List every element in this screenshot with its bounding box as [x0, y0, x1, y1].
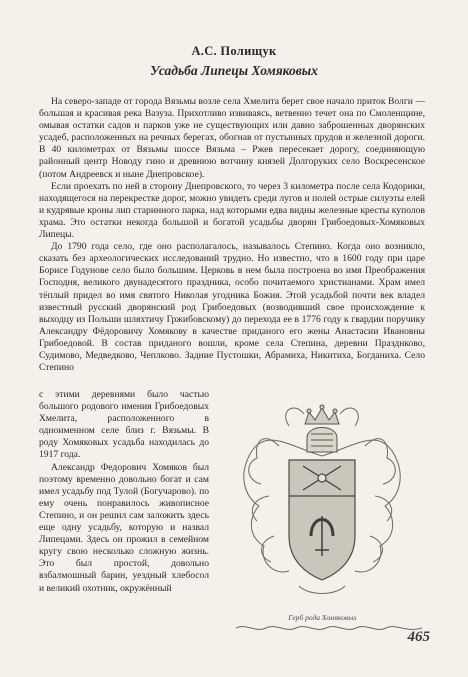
article-body [39, 96, 425, 374]
article-title: Усадьба Липецы Хомяковых [150, 63, 318, 78]
paragraph: Если проехать по ней в сторону Днепровского, то через 3 километра после села Кодорики, находящегося на перекрестке дорог, можно увидеть среди лугов и полей острые силуэты елей и кудрявые кроны лип старинного парка, над которыми едва видны железные кресты куполов храма. Это остатки некогда большой и богатой усадьбы дворян Грибоедовых-Хомяковых Липецы. [39, 180, 425, 241]
figure-caption: Герб рода Хомяковых [288, 613, 357, 622]
paragraph: с этими деревнями было частью большого родового имения Грибоедовых Хмелита, расположенного в одноименном селе близ г. Вязьмы. В роду Хомяковых усадьба находилась до 1917 года. [39, 389, 209, 461]
footer-ornament [236, 623, 422, 633]
article-author: А.С. Полищук [191, 44, 277, 58]
coat-of-arms-image [219, 386, 426, 614]
paragraph: До 1790 года село, где оно располагалось, называлось Степино. Когда оно возникло, сказать без археологических исследований трудно. Но известно, что в 1600 году при царе Борисе Годунове село было большим. Церковь в нем была построена во имя Преображения Господня, великого двунадесятого праздника, особо почитаемого христианами. Храм имел тёплый придел во имя святого Николая угодника Божия. Этой усадьбой почти век владел известный русский дворянский род Грибоедовых (возводивший свое происхождение к выходцу из Польши шляхтичу Гржибовскому) до перехода ее в 1776 году к гвардии поручику Александру Фёдоровичу Хомякову в качестве приданого его жены Анастасии Ивановны Грибоедовой. В состав приданого вошли, кроме села Степина, деревни Празднково, Судимово, Медведково, Чеплково. Задние Пустошки, Абрамиха, Никитиха, Богданиха. Село Степино [39, 241, 425, 374]
paragraph: На северо-западе от города Вязьмы возле села Хмелита берет свое начало приток Волги — большая и красивая река Вазуза. Прихотливо извиваясь, ветвенно течет она по Смоленщине, омывая остатки садов и парков уже не существующих или давно заброшенных дворянских усадеб, расположенных на речных берегах, обогнав от пустынных прудов и железной дороги. В 40 километрах от Вязьмы шоссе Вязьма – Ржев пересекает дорогу, соединяющую районный центр Новоду гино и древнюю вотчину князей Долгоруких село Воскресенское (потом Андреевск и ныне Днепровское). [39, 96, 425, 180]
paragraph: Александр Федорович Хомяков был поэтому временно довольно богат и сам имел усадьбу под Тулой (Богучарово). по ему очень понравилось живописное Степино, и он решил сам заложить здесь еще одну усадьбу, которую и назвал Липецами. Здесь он прожил в семейном кругу свою несколько сложную жизнь. Это был простой, довольно взбалмошный барин, уездный хлебосол и великий охотник, окружённый [39, 461, 209, 594]
side-column-text [39, 389, 209, 595]
page-number: 465 [407, 629, 430, 645]
